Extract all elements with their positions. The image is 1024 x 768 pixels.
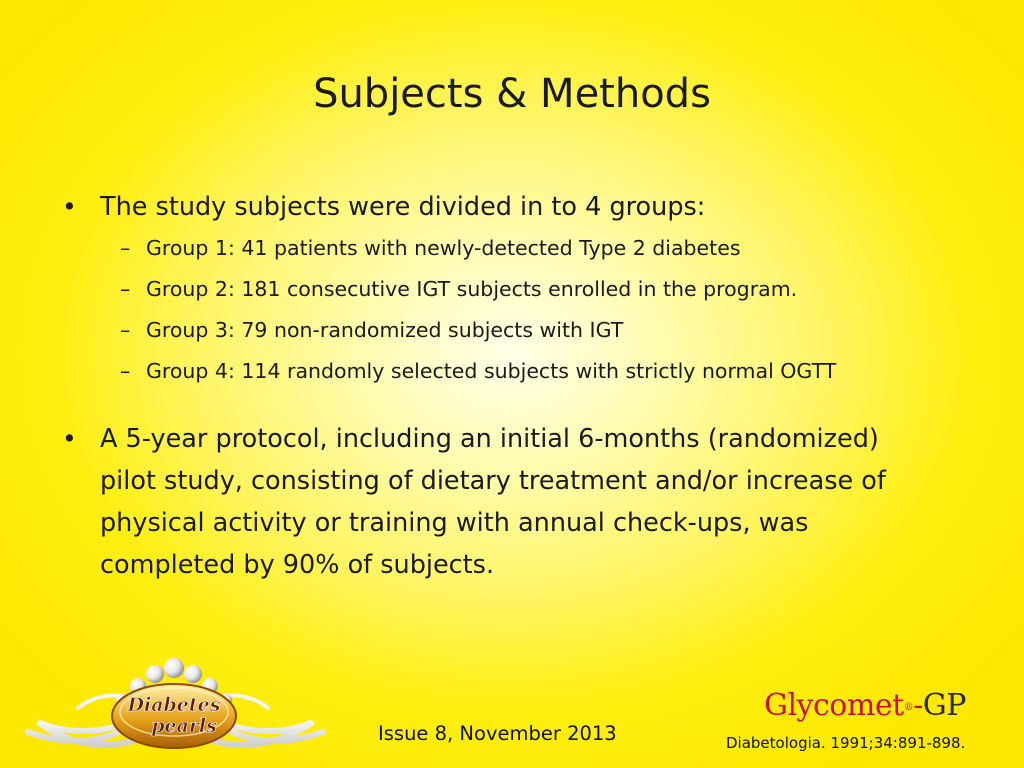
logo-text-line2: pearls — [151, 715, 217, 737]
bullet-text-line: completed by 90% of subjects. — [100, 550, 495, 580]
bullet-text-line: pilot study, consisting of dietary treatment and/or increase of — [100, 466, 886, 496]
sub-bullet-marker: – — [120, 318, 131, 342]
citation: Diabetologia. 1991;34:891-898. — [726, 734, 966, 752]
logo-text-line1: Diabetes — [127, 694, 221, 716]
issue-label: Issue 8, November 2013 — [378, 722, 617, 745]
bullet-list — [60, 186, 980, 586]
brand-name: Glycomet — [764, 688, 904, 723]
glycomet-gp-logo — [764, 686, 966, 726]
sub-bullet-item — [100, 310, 980, 351]
diabetes-pearls-logo-icon — [18, 652, 328, 764]
diabetes-pearls-logo — [18, 652, 328, 764]
bullet-text: The study subjects were divided in to 4 groups: — [100, 192, 706, 222]
sub-bullet-marker: – — [120, 236, 131, 260]
sub-bullet-list — [100, 228, 980, 392]
sub-bullet-text: Group 4: 114 randomly selected subjects with strictly normal OGTT — [146, 359, 837, 383]
sub-bullet-item — [100, 228, 980, 269]
sub-bullet-item — [100, 351, 980, 392]
sub-bullet-text: Group 3: 79 non-randomized subjects with IGT — [146, 318, 624, 342]
bullet-marker: • — [62, 192, 77, 221]
brand-dash: - — [913, 688, 923, 723]
sub-bullet-text: Group 1: 41 patients with newly-detected Type 2 diabetes — [146, 236, 741, 260]
bullet-item — [60, 186, 980, 392]
brand-suffix: GP — [922, 688, 966, 723]
bullet-text-line: A 5-year protocol, including an initial 6-months (randomized) — [100, 424, 879, 454]
bullet-text-line: physical activity or training with annual check-ups, was — [100, 508, 809, 538]
sub-bullet-text: Group 2: 181 consecutive IGT subjects enrolled in the program. — [146, 277, 798, 301]
sub-bullet-marker: – — [120, 277, 131, 301]
bullet-item — [60, 418, 980, 586]
sub-bullet-item — [100, 269, 980, 310]
bullet-marker: • — [62, 424, 77, 453]
slide-title: Subjects & Methods — [313, 71, 711, 117]
registered-mark: ® — [903, 702, 914, 713]
sub-bullet-marker: – — [120, 359, 131, 383]
